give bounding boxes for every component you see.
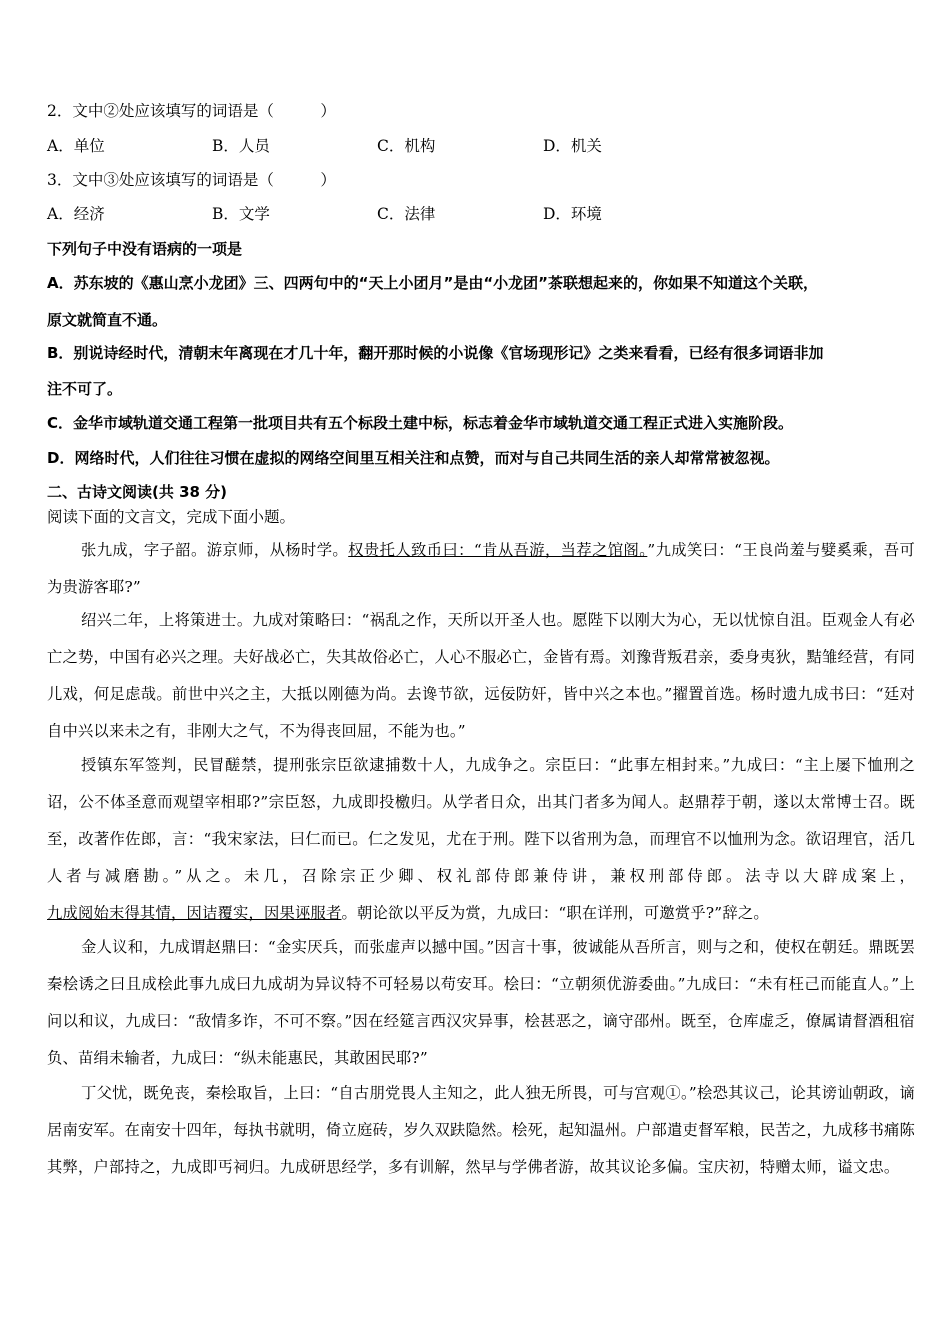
passage-paragraph-4: 金人议和，九成谓赵鼎曰：“金实厌兵，而张虚声以撼中国。”因言十事，彼诚能从吾所言，则与之和，使权在朝廷。鼎既罢秦桧诱之曰且成桧此事九成曰九成胡为异议特不可轻易以苟安耳。桧曰：“立朝须优游委曲。”九成曰：“未有枉己而能直人。”上问以和议，九成曰：“敌情多诈，不可不察。”因在经筵言西汉灾异事，桧甚恶之，谪守邵州。既至，仓库虚乏，僚属请督酒租宿负、苗绢未输者，九成曰：“纵未能惠民，其敢困民耶?” [47, 938, 915, 1067]
question-3-option-b: B．文学 [212, 205, 270, 223]
question-2-option-b: B．人员 [212, 137, 270, 155]
passage-paragraph-5: 丁父忧，既免丧，秦桧取旨，上曰：“自古朋党畏人主知之，此人独无所畏，可与宫观①。”桧恐其议己，论其谤讪朝政，谪居南安军。在南安十四年，每执书就明，倚立庭砖，岁久双趺隐然。桧死，起知温州。户部遣吏督军粮，民苦之，九成移书痛陈其弊，户部持之，九成即丐祠归。九成研思经学，多有训解，然早与学佛者游，故其议论多偏。宝庆初，特赠太师，谥文忠。 [47, 1084, 915, 1176]
passage-paragraph-3 [47, 747, 915, 932]
grammar-option-a-line-1: A．苏东坡的《惠山烹小龙团》三、四两句中的“天上小团月”是由“小龙团”茶联想起来的，你如果不知道这个关联， [47, 274, 819, 292]
grammar-option-b-line-1: B．别说诗经时代，清朝末年离现在才几十年，翻开那时候的小说像《官场现形记》之类来看看，已经有很多词语非加 [47, 344, 824, 362]
passage-paragraph-2: 绍兴二年，上将策进士。九成对策略曰：“祸乱之作，天所以开圣人也。愿陛下以刚大为心，无以忧惊自沮。臣观金人有必亡之势，中国有必兴之理。夫好战必亡，失其故俗必亡，人心不服必亡，金皆有焉。刘豫背叛君亲，委身夷狄，黠雏经营，有同儿戏，何足虑哉。前世中兴之主，大抵以刚德为尚。去谗节欲，远佞防奸，皆中兴之本也。”擢置首选。杨时遗九成书曰：“廷对自中兴以来未之有，非刚大之气，不为得丧回屈，不能为也。” [47, 611, 915, 740]
question-2-option-a: A．单位 [47, 137, 105, 155]
grammar-option-c: C．金华市域轨道交通工程第一批项目共有五个标段土建中标，标志着金华市域轨道交通工程正式进入实施阶段。 [47, 414, 794, 432]
question-2-option-c: C．机构 [377, 137, 436, 155]
grammar-question-stem: 下列句子中没有语病的一项是 [47, 240, 243, 258]
section-title: 二、古诗文阅读(共 38 分) [47, 483, 228, 501]
question-2-stem: 2．文中②处应该填写的词语是（ ） [47, 102, 336, 120]
grammar-option-a-line-2: 原文就简直不通。 [47, 311, 168, 329]
passage-text: 授镇东军签判，民冒醝禁，提刑张宗臣欲逮捕数十人，九成争之。宗臣曰：“此事左相封来。”九成曰：“主上屡下恤刑之诏，公不体圣意而观望宰相耶?”宗臣怒，九成即投檄归。从学者日众，出其门者多为闻人。赵鼎荐于朝，遂以太常博士召。既至，改著作佐郎，言：“我宋家法，曰仁而已。仁之发见，尤在于刑。陛下以省刑为急，而理官不以恤刑为念。欲诏理官，活几人者与减磨勘。”从之。未几，召除宗正少卿、权礼部侍郎兼侍讲，兼权刑部侍郎。法寺以大辟成案上， [47, 756, 915, 885]
question-3-option-d: D．环境 [543, 205, 602, 223]
passage-paragraph-1 [47, 532, 915, 606]
passage-text: 。朝论欲以平反为赏，九成曰：“职在详刑，可邀赏乎?”辞之。 [341, 904, 769, 922]
section-instruction: 阅读下面的文言文，完成下面小题。 [47, 508, 296, 526]
underlined-sentence-1: 权贵托人致币曰：“肯从吾游，当荐之馆阁。 [348, 541, 648, 559]
grammar-option-b-line-2: 注不可了。 [47, 380, 123, 398]
question-3-stem: 3．文中③处应该填写的词语是（ ） [47, 171, 336, 189]
underlined-sentence-2: 九成阅始末得其情，因诘覆实，因果诬服者 [47, 904, 342, 922]
passage-text: 张九成，字子韶。游京师，从杨时学。 [81, 541, 349, 559]
passage-text: ”九成笑曰：“王良尚羞与嬖奚乘，吾可为贵游客耶?” [47, 541, 916, 596]
grammar-option-d: D．网络时代，人们往往习惯在虚拟的网络空间里互相关注和点赞，而对与自己共同生活的亲人却常常被忽视。 [47, 449, 780, 467]
question-2-option-d: D．机关 [543, 137, 602, 155]
question-3-option-a: A．经济 [47, 205, 105, 223]
question-3-option-c: C．法律 [377, 205, 436, 223]
